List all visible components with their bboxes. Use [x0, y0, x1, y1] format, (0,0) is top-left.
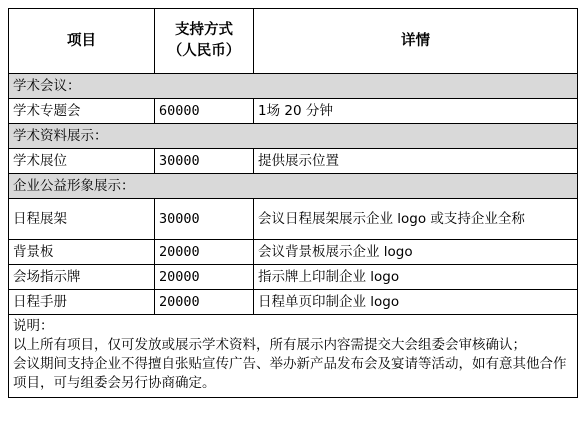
table-row — [9, 149, 578, 174]
table-row — [9, 290, 578, 315]
amount-cell: 20000 — [155, 290, 254, 315]
note-line: 会议期间支持企业不得擅自张贴宣传广告、举办新产品发布会及宴请等活动，如有意其他合作项目，可与组委会另行协商确定。 — [13, 356, 567, 391]
section-title: 企业公益形象展示： — [9, 174, 578, 199]
details-cell: 会议日程展架展示企业 logo 或支持企业全称 — [254, 199, 578, 240]
header-payment — [155, 9, 254, 74]
details-cell: 日程单页印制企业 logo — [254, 290, 578, 315]
details-cell: 1场 20 分钟 — [254, 99, 578, 124]
item-cell: 会场指示牌 — [9, 265, 155, 290]
notes-row — [9, 315, 578, 398]
section-title: 学术资料展示： — [9, 124, 578, 149]
section-row-corporate-image — [9, 174, 578, 199]
details-cell: 指示牌上印制企业 logo — [254, 265, 578, 290]
item-cell: 日程展架 — [9, 199, 155, 240]
item-cell: 学术专题会 — [9, 99, 155, 124]
item-cell: 背景板 — [9, 240, 155, 265]
table-row — [9, 265, 578, 290]
header-payment-line1: 支持方式 — [175, 22, 233, 38]
item-cell: 日程手册 — [9, 290, 155, 315]
header-item: 项目 — [9, 9, 155, 74]
header-payment-line2: （人民币） — [167, 43, 241, 59]
header-details: 详情 — [254, 9, 578, 74]
sponsorship-table-container — [8, 8, 578, 398]
amount-cell: 30000 — [155, 149, 254, 174]
amount-cell: 20000 — [155, 240, 254, 265]
item-cell: 学术展位 — [9, 149, 155, 174]
details-cell: 提供展示位置 — [254, 149, 578, 174]
amount-cell: 20000 — [155, 265, 254, 290]
table-row — [9, 240, 578, 265]
table-header-row — [9, 9, 578, 74]
table-row — [9, 199, 578, 240]
notes-cell — [9, 315, 578, 398]
section-row-academic-meeting — [9, 74, 578, 99]
amount-cell: 60000 — [155, 99, 254, 124]
sponsorship-table — [8, 8, 578, 398]
details-cell: 会议背景板展示企业 logo — [254, 240, 578, 265]
amount-cell: 30000 — [155, 199, 254, 240]
table-row — [9, 99, 578, 124]
notes-heading: 说明： — [13, 318, 54, 334]
section-title: 学术会议： — [9, 74, 578, 99]
note-line: 以上所有项目，仅可发放或展示学术资料，所有展示内容需提交大会组委会审核确认； — [13, 337, 526, 353]
section-row-academic-materials — [9, 124, 578, 149]
